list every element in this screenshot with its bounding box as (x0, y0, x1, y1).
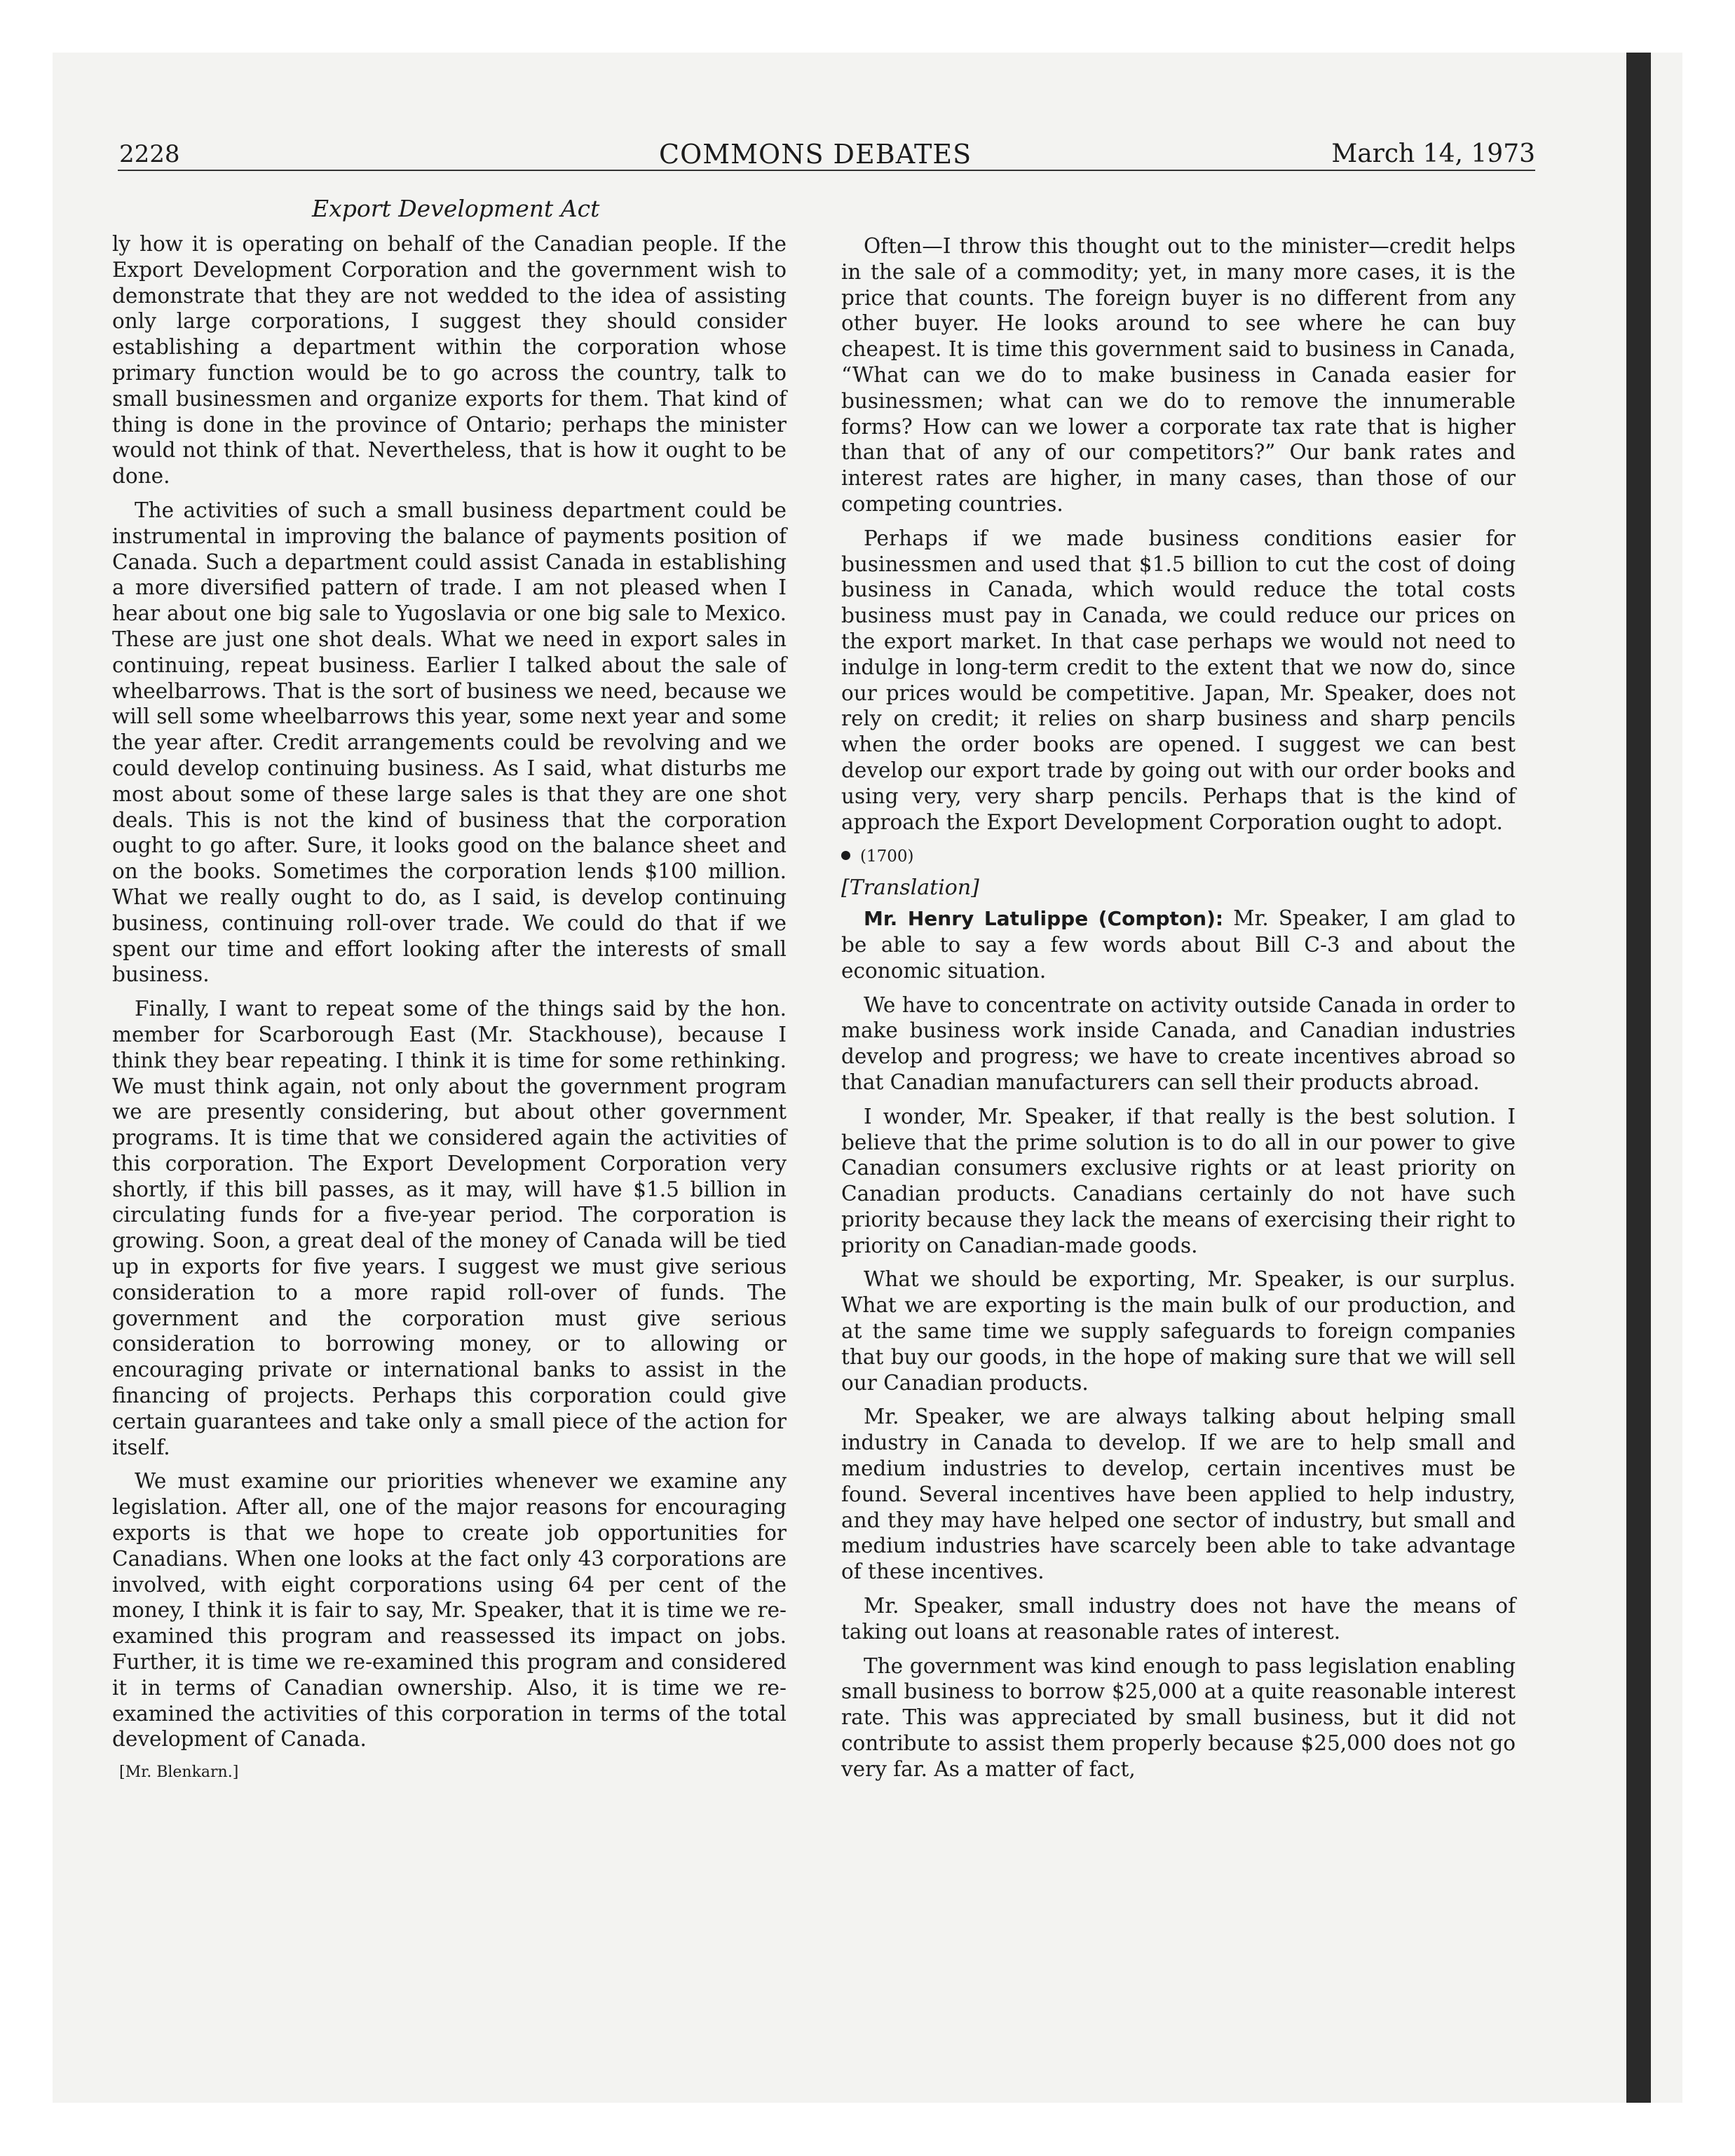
paragraph: We have to concentrate on activity outside Canada in order to make business work inside Canada, and Canadian industries develop and progress; we have to create incentives abroad so that Canadian manufacturers can sell their products abroad. (841, 992, 1516, 1094)
page-date: March 14, 1973 (1331, 139, 1535, 168)
left-column (112, 231, 787, 1783)
paragraph: I wonder, Mr. Speaker, if that really is the best solution. I believe that the prime solution is to do all in our power to give Canadian consumers exclusive rights or at least priority on Canadian products. Canadians certainly do not have such priority because they lack the means of exercising their right to priority on Canadian-made goods. (841, 1104, 1516, 1257)
paragraph: We must examine our priorities whenever we examine any legislation. After all, one of the major reasons for encouraging exports is that we hope to create job opportunities for Canadians. When one looks at the fact only 43 corporations are involved, with eight corporations using 64 per cent of the money, I think it is fair to say, Mr. Speaker, that it is time we re-examined this program and reassessed its impact on jobs. Further, it is time we re-examined this program and considered it in terms of Canadian ownership. Also, it is time we re-examined the activities of this corporation in terms of the total development of Canada. (112, 1469, 787, 1752)
speaker-paragraph (841, 906, 1516, 983)
paragraph: ly how it is operating on behalf of the Canadian people. If the Export Development Corporation and the government wish to demonstrate that they are not wedded to the idea of assisting only large corporations, I suggest they should consider establishing a department within the corporation whose primary function would be to go across the country, talk to small businessmen and organize exports for them. That kind of thing is done in the province of Ontario; perhaps the minister would not think of that. Nevertheless, that is how it ought to be done. (112, 232, 787, 489)
speaker-attribution: [Mr. Blenkarn.] (119, 1763, 239, 1782)
paragraph: Often—I throw this thought out to the minister—credit helps in the sale of a commodity; yet, in many more cases, it is the price that counts. The foreign buyer is no different from any other buyer. He looks around to see where he can buy cheapest. It is time this government said to business in Canada, “What can we do to make business in Canada easier for businessmen; what can we do to remove the innumerable forms? How can we lower a corporate tax rate that is higher than that of any of our competitors?” Our bank rates and interest rates are higher, in many cases, than those of our competing countries. (841, 234, 1516, 516)
right-column (841, 233, 1516, 1791)
paragraph: Mr. Speaker, we are always talking about helping small industry in Canada to develop. If we are to help small and medium industries to develop, certain incentives must be found. Several incentives have been applied to help industry, and they may have helped one sector of industry, but small and medium industries have scarcely been able to take advantage of these incentives. (841, 1405, 1516, 1584)
paragraph: Perhaps if we made business conditions easier for businessmen and used that $1.5 billion to cut the cost of doing business in Canada, which would reduce the total costs business must pay in Canada, we could reduce our prices on the export market. In that case perhaps we would not need to indulge in long-term credit to the extent that we now do, since our prices would be competitive. Japan, Mr. Speaker, does not rely on credit; it relies on sharp business and sharp pencils when the order books are opened. I suggest we can best develop our export trade by going out with our order books and using very, very sharp pencils. Perhaps that is the kind of approach the Export Development Corporation ought to adopt. (841, 526, 1516, 834)
header-rule (118, 170, 1535, 171)
speaker-name: Mr. Henry Latulippe (Compton): (864, 907, 1224, 931)
speaker-text: Mr. Speaker, I am glad to be able to say a few words about Bill C-3 and about the economic situation. (841, 906, 1516, 983)
time-marker-text: (1700) (860, 847, 914, 866)
paragraph: Finally, I want to repeat some of the things said by the hon. member for Scarborough East (Mr. Stackhouse), because I think they bear repeating. I think it is time for some rethinking. We must think again, not only about the government program we are presently considering, but about other government programs. It is time that we considered again the activities of this corporation. The Export Development Corporation very shortly, if this bill passes, as it may, will have $1.5 billion in circulating funds for a five-year period. The corporation is growing. Soon, a great deal of the money of Canada will be tied up in exports for five years. I suggest we must give serious consideration to a more rapid roll-over of funds. The government and the corporation must give serious consideration to borrowing money, or to allowing or encouraging private or international banks to assist in the financing of projects. Perhaps this corporation could give certain guarantees and take only a small piece of the action for itself. (112, 997, 787, 1459)
scan-edge-shadow (1626, 53, 1651, 2103)
paragraph: Mr. Speaker, small industry does not have the means of taking out loans at reasonable rates of interest. (841, 1594, 1516, 1644)
paragraph: The activities of such a small business department could be instrumental in improving the balance of payments position of Canada. Such a department could assist Canada in establishing a more diversified pattern of trade. I am not pleased when I hear about one big sale to Yugoslavia or one big sale to Mexico. These are just one shot deals. What we need in export sales in continuing, repeat business. Earlier I talked about the sale of wheelbarrows. That is the sort of business we need, because we will sell some wheelbarrows this year, some next year and some the year after. Credit arrangements could be revolving and we could develop continuing business. As I said, what disturbs me most about some of these large sales is that they are one shot deals. This is not the kind of business that the corporation ought to go after. Sure, it looks good on the balance sheet and on the books. Sometimes the corporation lends $100 million. What we really ought to do, as I said, is develop continuing business, continuing roll-over trade. We could do that if we spent our time and effort looking after the interests of small business. (112, 498, 787, 987)
time-marker (841, 845, 1516, 868)
paragraph: What we should be exporting, Mr. Speaker, is our surplus. What we are exporting is the main bulk of our production, and at the same time we supply safeguards to foreign companies that buy our goods, in the hope of making sure that we will sell our Canadian products. (841, 1267, 1516, 1395)
bullet-icon (841, 851, 850, 860)
section-title: Export Development Act (312, 195, 600, 222)
translation-tag: [Translation] (841, 875, 979, 901)
page-number: 2228 (119, 140, 180, 168)
paragraph: The government was kind enough to pass legislation enabling small business to borrow $25,000 at a quite reasonable interest rate. This was appreciated by small business, but it did not contribute to assist them properly because $25,000 does not go very far. As a matter of fact, (841, 1653, 1516, 1781)
running-head: COMMONS DEBATES (659, 139, 972, 170)
